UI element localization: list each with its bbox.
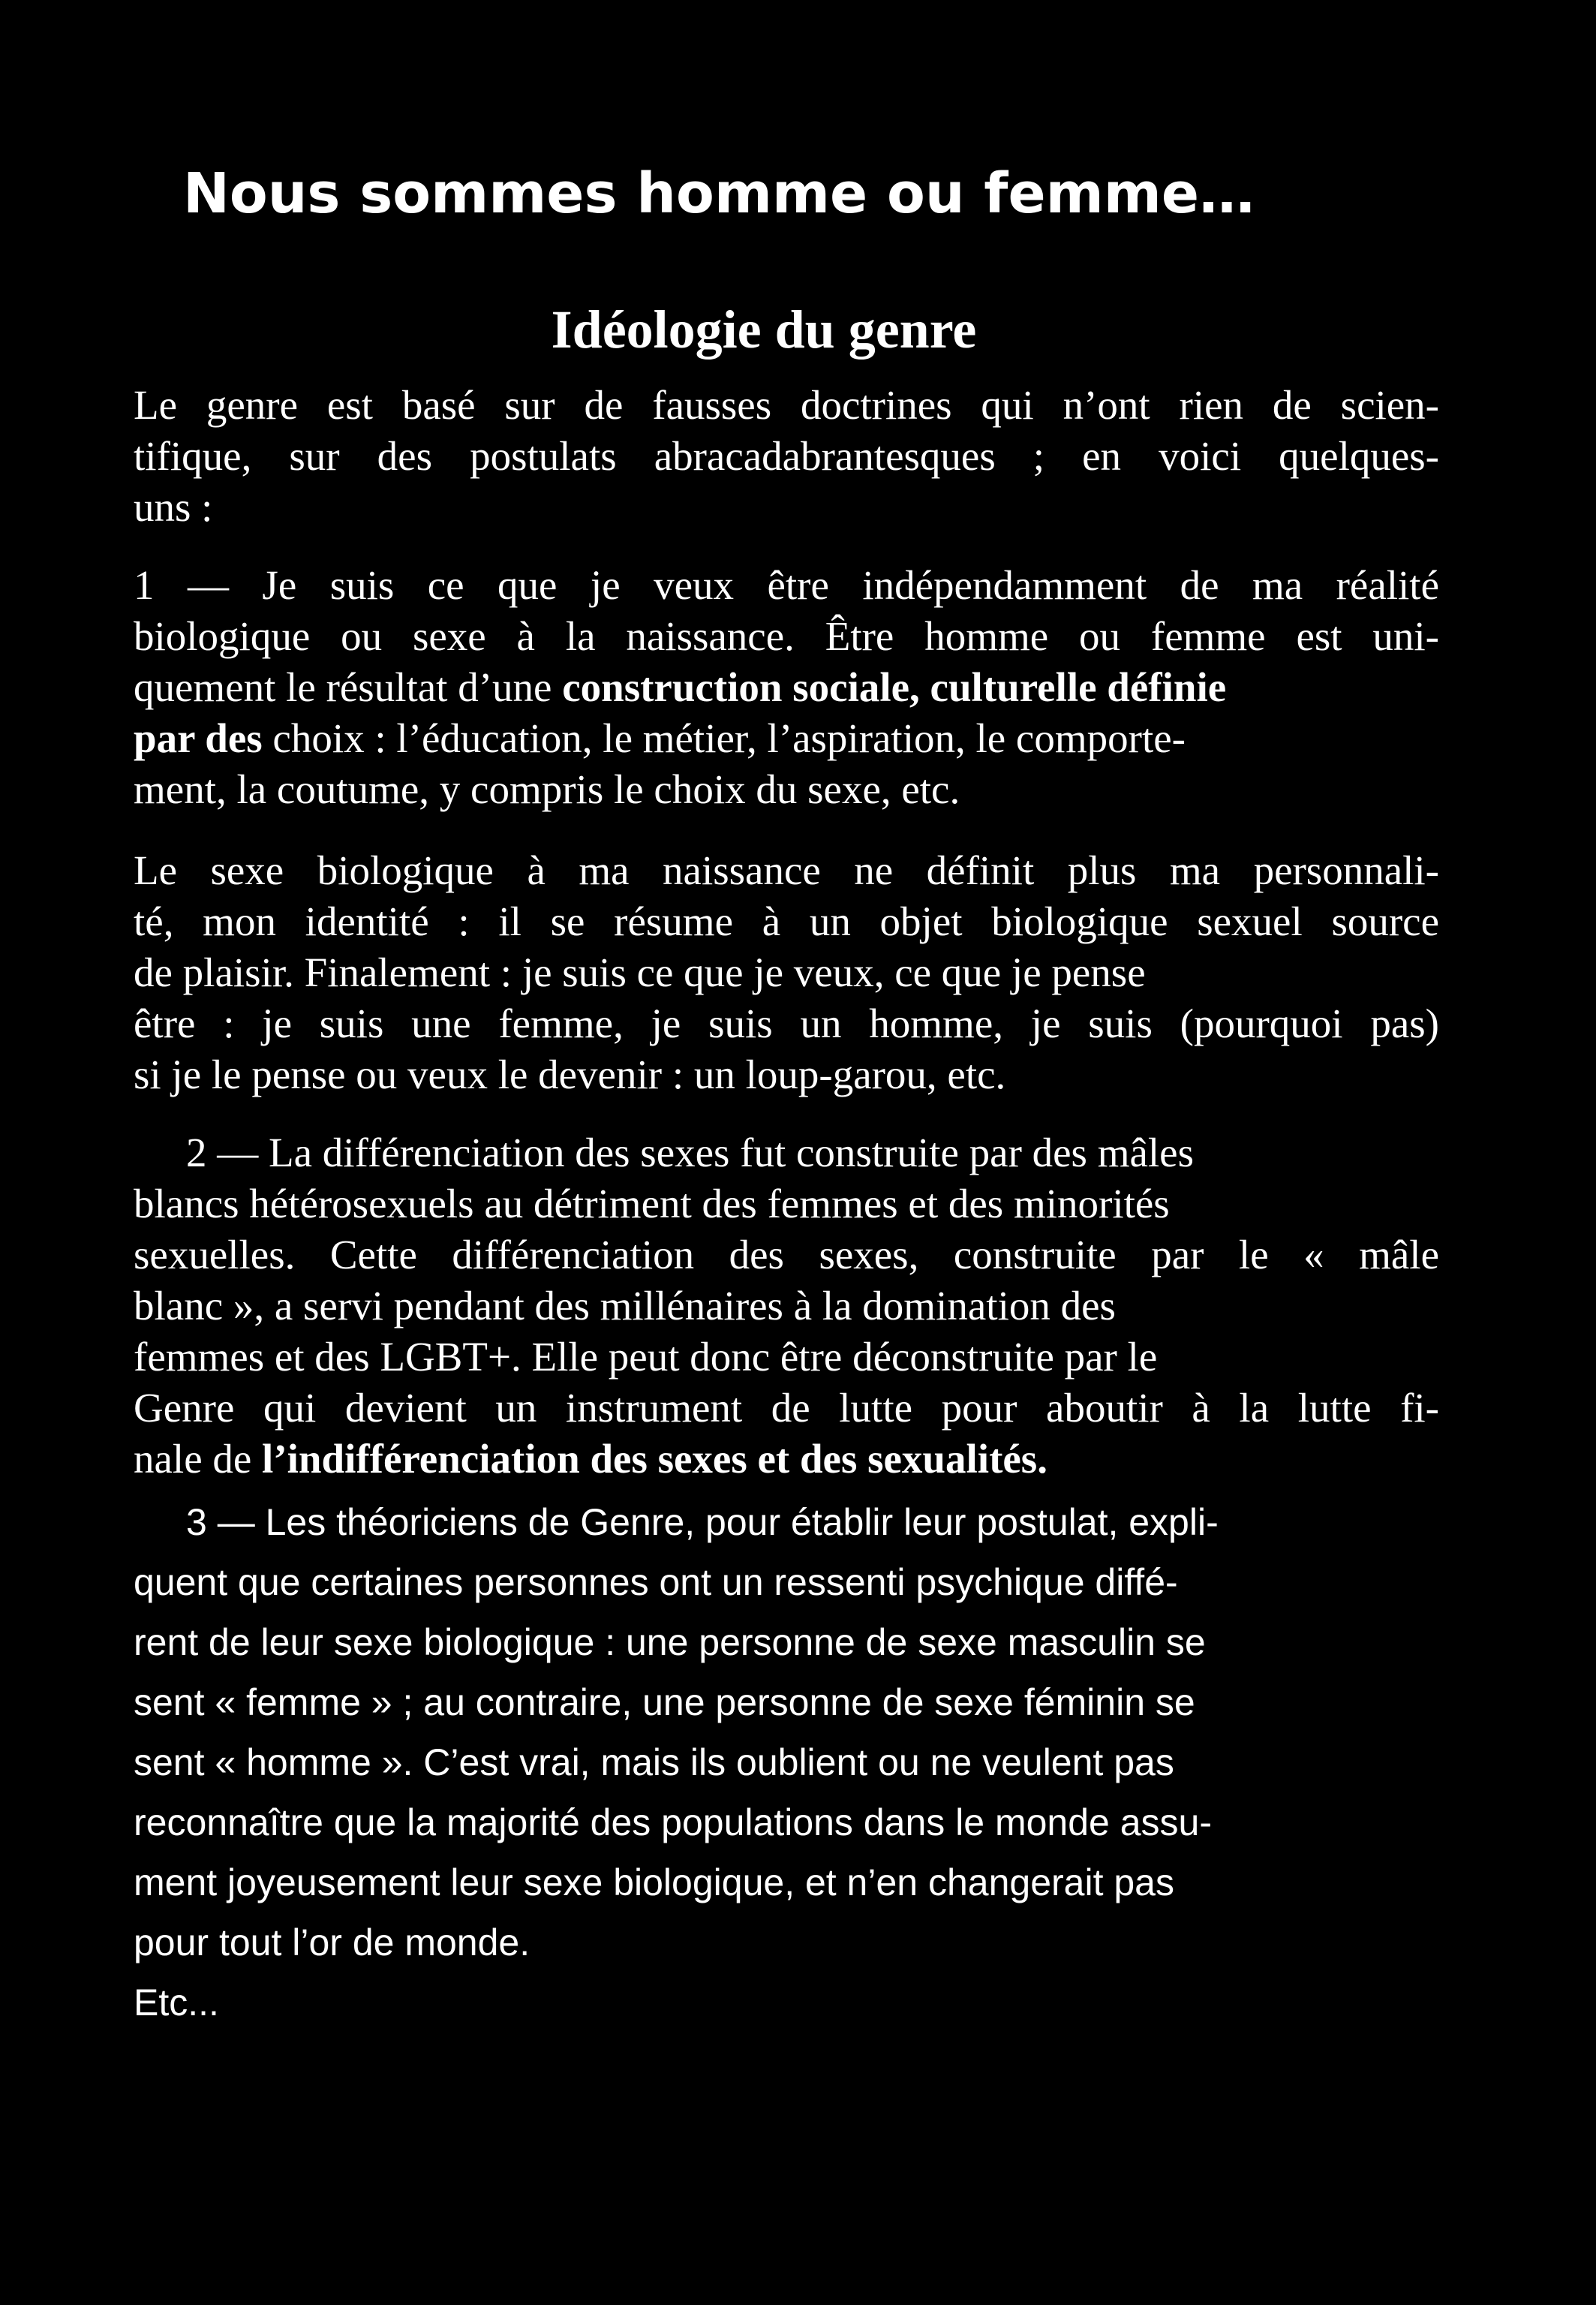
paragraph-2-line: être : je suis une femme, je suis un homme, je suis (pourquoi pas) bbox=[134, 1001, 1439, 1046]
paragraph-2-line: Le sexe biologique à ma naissance ne définit plus ma personnali- bbox=[134, 847, 1439, 893]
point-1-line: 1 — Je suis ce que je veux être indépendamment de ma réalité bbox=[134, 562, 1439, 608]
point-3-line: pour tout l’or de monde. bbox=[134, 1921, 530, 1963]
intro-paragraph bbox=[134, 380, 1439, 533]
point-1-line: biologique ou sexe à la naissance. Être homme ou femme est uni- bbox=[134, 613, 1439, 659]
point-3-paragraph bbox=[134, 1492, 1439, 2033]
point-1-line: ment, la coutume, y compris le choix du sexe, etc. bbox=[134, 766, 960, 812]
intro-line: Le genre est basé sur de fausses doctrines qui n’ont rien de scien- bbox=[134, 382, 1439, 428]
paragraph-2-line: si je le pense ou veux le devenir : un loup-garou, etc. bbox=[134, 1052, 1006, 1097]
point-3-line: ment joyeusement leur sexe biologique, et n’en changerait pas bbox=[134, 1861, 1174, 1903]
point-2-line bbox=[134, 1434, 1439, 1485]
paragraph-2 bbox=[134, 845, 1439, 1100]
point-3-line: sent « femme » ; au contraire, une personne de sexe féminin se bbox=[134, 1681, 1195, 1723]
point-1-paragraph bbox=[134, 560, 1439, 815]
point-2-emphasis: l’indifférenciation des sexes et des sexualités. bbox=[262, 1436, 1047, 1482]
point-2-line: blancs hétérosexuels au détriment des femmes et des minorités bbox=[134, 1181, 1170, 1226]
point-2-line: blanc », a servi pendant des millénaires à la domination des bbox=[134, 1283, 1116, 1329]
intro-line: tifique, sur des postulats abracadabrantesques ; en voici quelques- bbox=[134, 433, 1439, 479]
point-2-text: nale de bbox=[134, 1436, 263, 1482]
point-1-emphasis: par des bbox=[134, 715, 263, 761]
point-1-line bbox=[134, 662, 1439, 713]
point-2-line: femmes et des LGBT+. Elle peut donc être déconstruite par le bbox=[134, 1334, 1158, 1380]
point-3-line: 3 — Les théoriciens de Genre, pour établir leur postulat, expli- bbox=[186, 1501, 1219, 1543]
point-3-line: reconnaître que la majorité des populations dans le monde assu- bbox=[134, 1801, 1212, 1843]
point-1-emphasis: construction sociale, culturelle définie bbox=[562, 664, 1227, 710]
paragraph-2-line: de plaisir. Finalement : je suis ce que je veux, ce que je pense bbox=[134, 949, 1146, 995]
point-3-line: quent que certaines personnes ont un ressenti psychique diffé- bbox=[134, 1561, 1178, 1603]
point-1-text: choix : l’éducation, le métier, l’aspiration, le comporte- bbox=[262, 715, 1186, 761]
point-2-line: Genre qui devient un instrument de lutte pour aboutir à la lutte fi- bbox=[134, 1385, 1439, 1431]
section-subtitle: Idéologie du genre bbox=[551, 299, 977, 360]
point-2-line: 2 — La différenciation des sexes fut construite par des mâles bbox=[186, 1130, 1194, 1175]
point-3-line: rent de leur sexe biologique : une personne de sexe masculin se bbox=[134, 1621, 1206, 1663]
main-title: Nous sommes homme ou femme… bbox=[182, 161, 1255, 226]
intro-line: uns : bbox=[134, 484, 213, 530]
point-1-text: quement le résultat d’une bbox=[134, 664, 563, 710]
point-2-paragraph bbox=[134, 1127, 1439, 1485]
point-3-line: sent « homme ». C’est vrai, mais ils oublient ou ne veulent pas bbox=[134, 1741, 1174, 1783]
etc-line: Etc... bbox=[134, 1982, 219, 2024]
paragraph-2-line: té, mon identité : il se résume à un objet biologique sexuel source bbox=[134, 898, 1439, 944]
point-2-line: sexuelles. Cette différenciation des sexes, construite par le « mâle bbox=[134, 1232, 1439, 1277]
point-1-line bbox=[134, 713, 1439, 764]
